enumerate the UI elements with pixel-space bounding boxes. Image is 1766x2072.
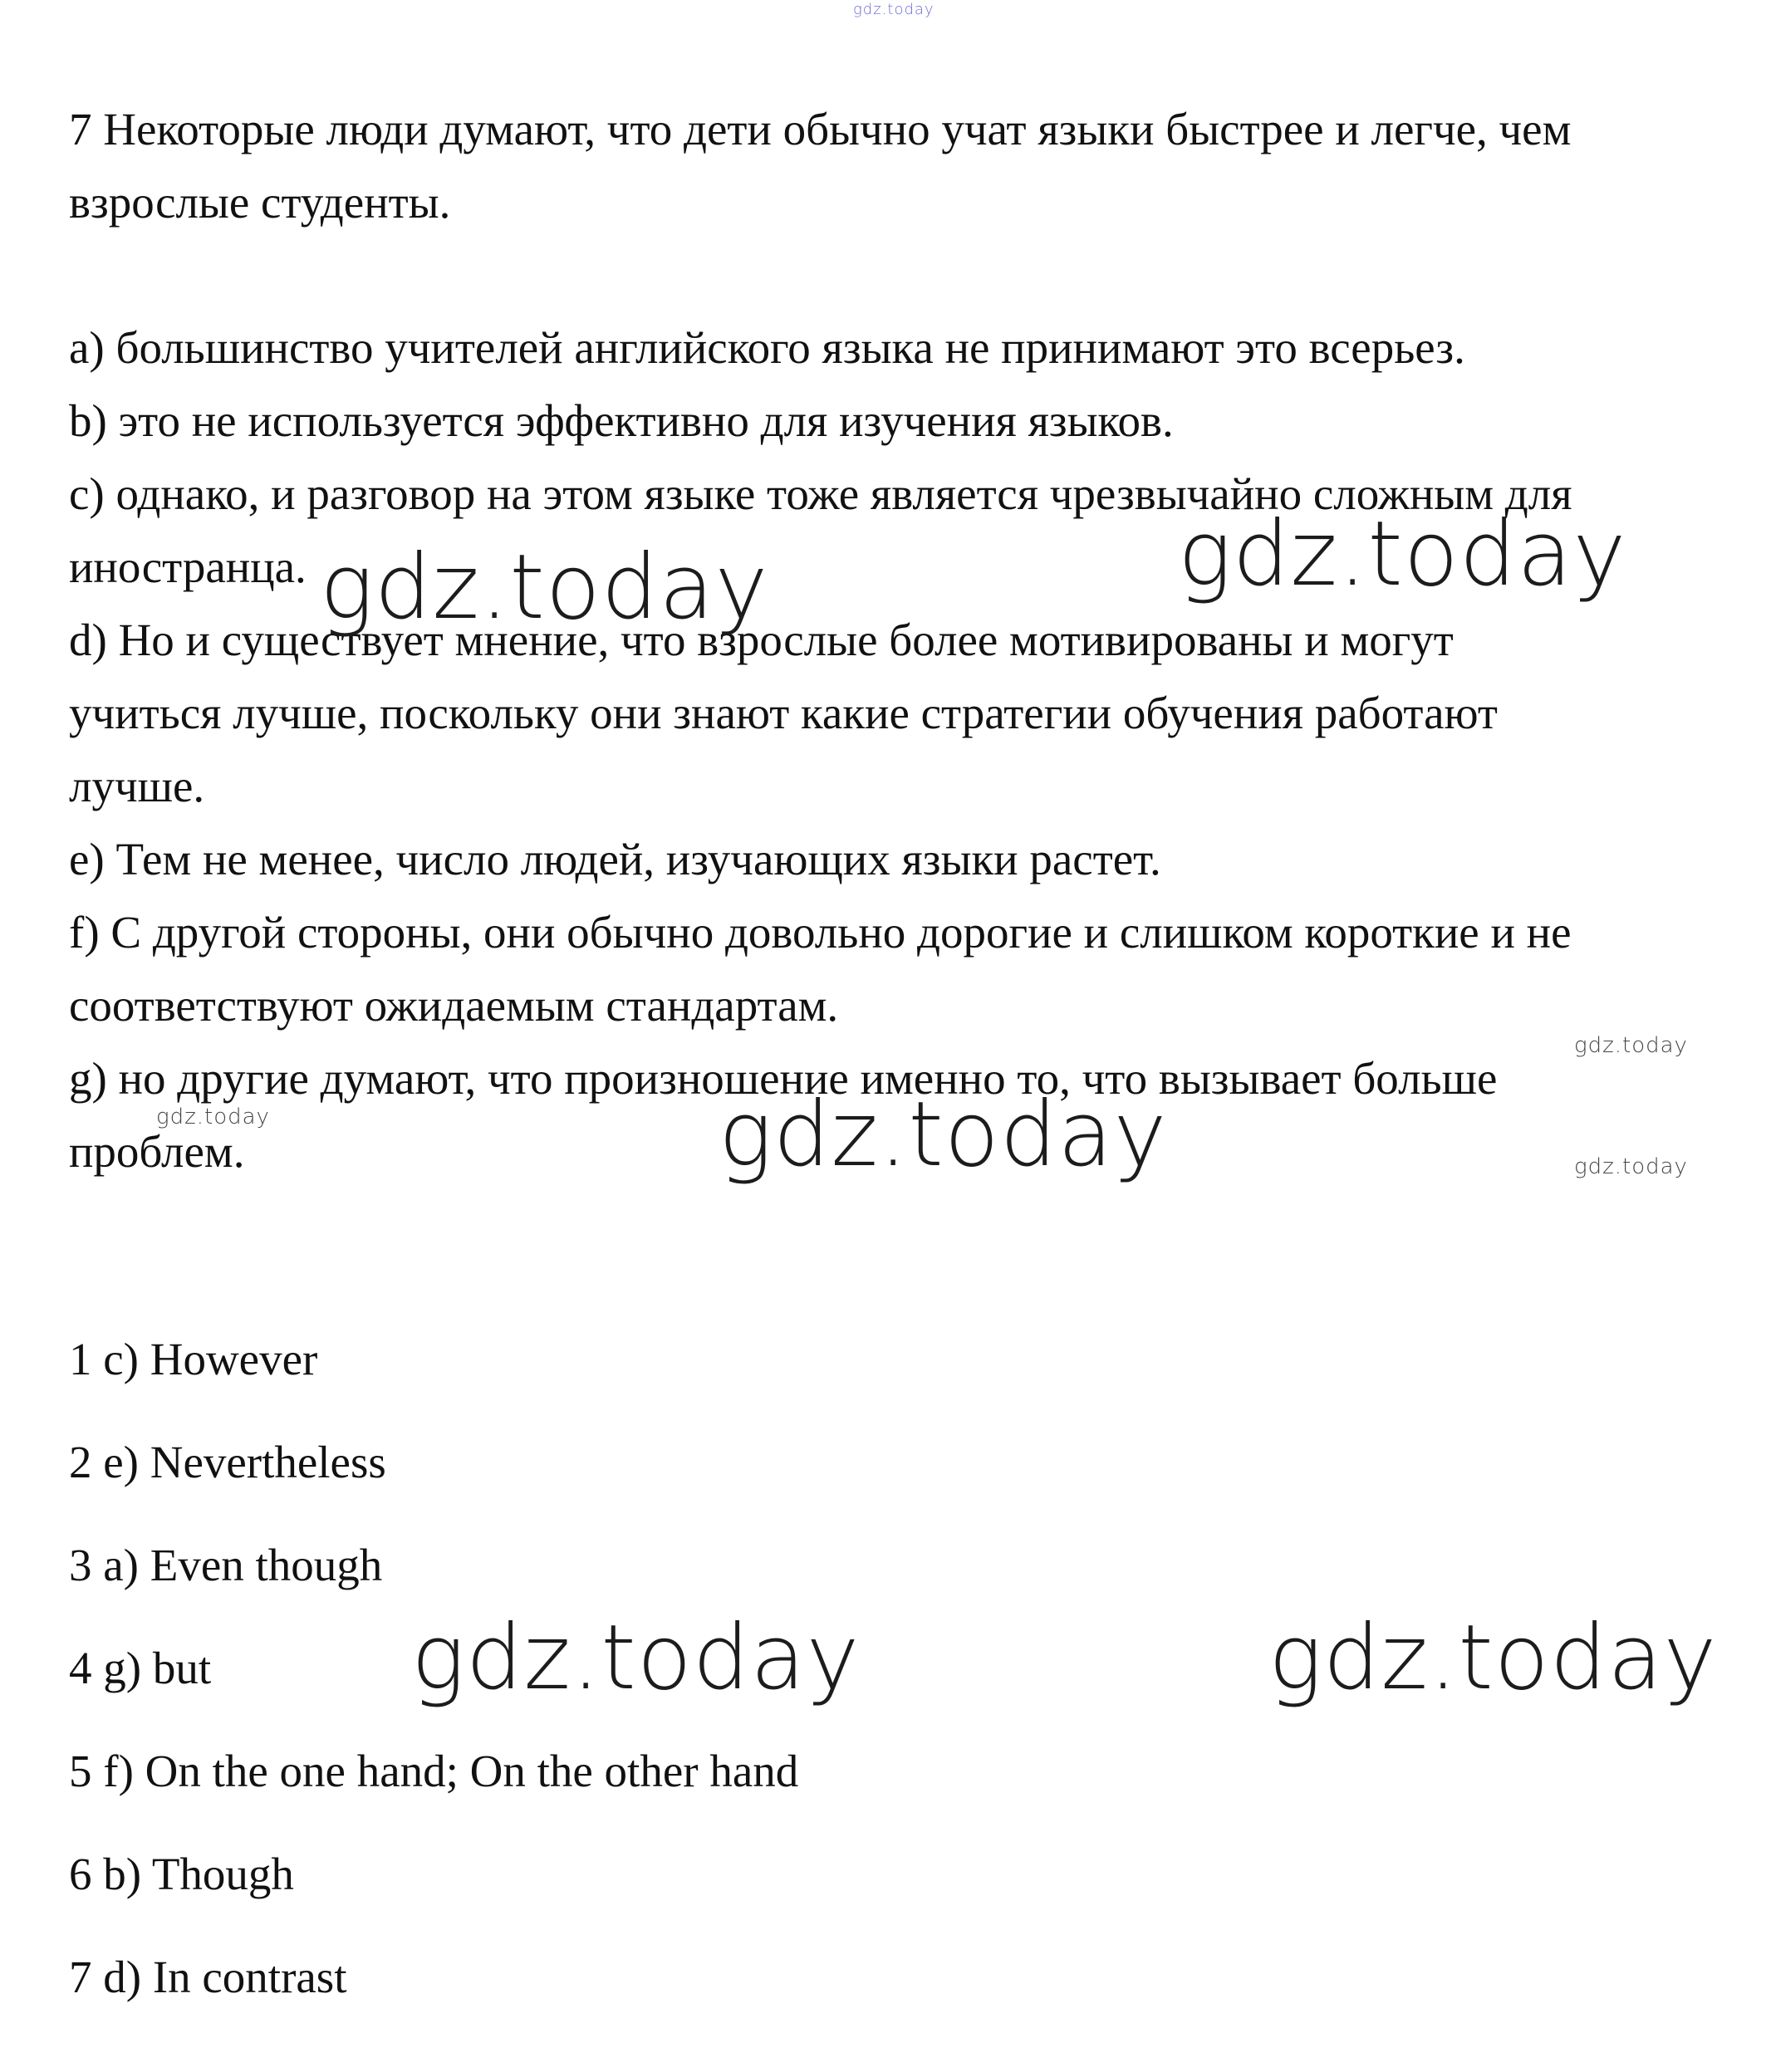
watermark-small: gdz.today — [1574, 1033, 1688, 1058]
option-line-c1: c) однако, и разговор на этом языке тоже является чрезвычайно сложным для — [69, 468, 1572, 519]
watermark-large: gdz.today — [1178, 502, 1627, 606]
task-line-1: 7 Некоторые люди думают, что дети обычно учат языки быстрее и легче, чем — [69, 104, 1572, 154]
watermark-large: gdz.today — [719, 1083, 1168, 1187]
option-line-e: e) Тем не менее, число людей, изучающих языки растет. — [69, 834, 1161, 884]
option-line-g1: g) но другие думают, что произношение именно то, что вызывает больше — [69, 1053, 1498, 1104]
answer-line-7: 7 d) In contrast — [69, 1952, 347, 2002]
option-line-b: b) это не используется эффективно для изучения языков. — [69, 395, 1174, 446]
answer-line-4: 4 g) but — [69, 1643, 212, 1693]
answer-line-5: 5 f) On the one hand; On the other hand — [69, 1746, 799, 1796]
option-line-d3: лучше. — [69, 761, 205, 811]
option-line-d1: d) Но и существует мнение, что взрослые более мотивированы и могут — [69, 615, 1454, 665]
answer-line-3: 3 a) Even though — [69, 1540, 383, 1590]
answer-line-6: 6 b) Though — [69, 1849, 294, 1899]
watermark-large: gdz.today — [320, 536, 769, 639]
header-watermark: gdz.today — [853, 1, 935, 18]
option-line-g2: проблем. — [69, 1126, 245, 1177]
option-line-f1: f) С другой стороны, они обычно довольно дорогие и слишком короткие и не — [69, 907, 1572, 958]
option-line-a: a) большинство учителей английского языка не принимают это всерьез. — [69, 322, 1465, 373]
option-line-d2: учиться лучше, поскольку они знают какие стратегии обучения работают — [69, 688, 1498, 738]
watermark-small: gdz.today — [156, 1105, 270, 1129]
option-line-c2: иностранца. — [69, 541, 307, 592]
option-line-f2: соответствуют ожидаемым стандартам. — [69, 980, 839, 1031]
answer-line-1: 1 c) However — [69, 1334, 318, 1384]
watermark-large: gdz.today — [1268, 1606, 1718, 1710]
watermark-large: gdz.today — [411, 1606, 861, 1710]
watermark-small: gdz.today — [1574, 1154, 1688, 1179]
task-line-2: взрослые студенты. — [69, 177, 451, 228]
answer-line-2: 2 e) Nevertheless — [69, 1437, 386, 1487]
